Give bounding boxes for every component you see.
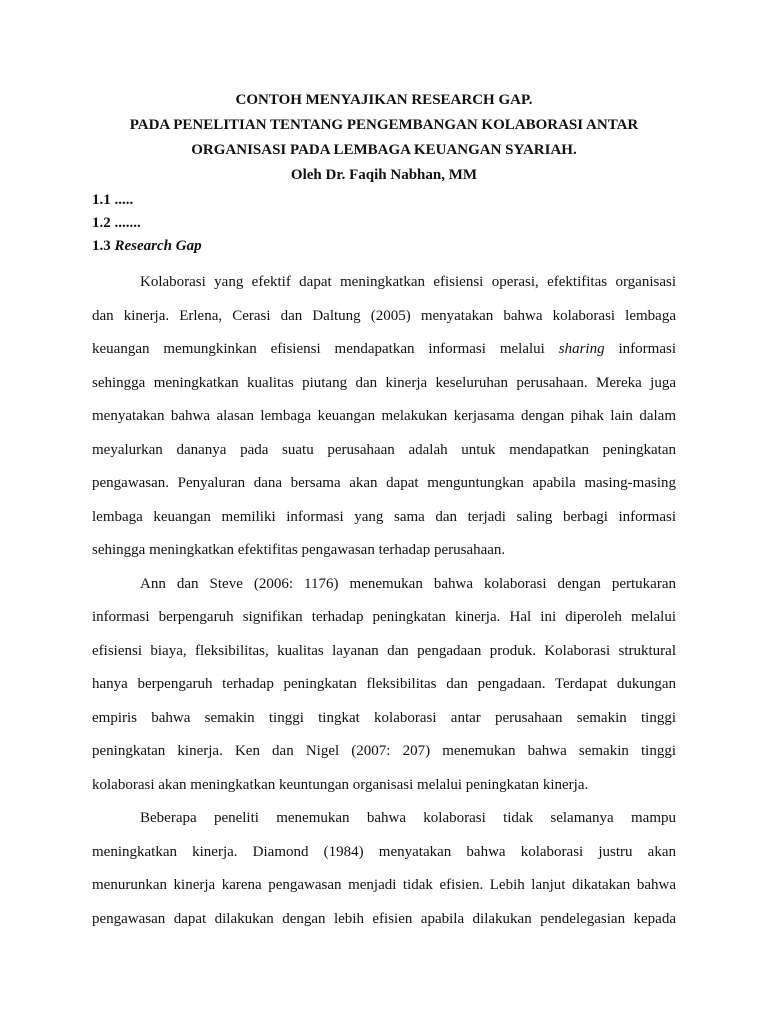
italic-term-sharing: sharing	[558, 341, 605, 357]
paragraph-line: Ann dan Steve (2006: 1176) menemukan bahwa kolaborasi dengan pertukaran	[140, 575, 676, 592]
title-line-3: ORGANISASI PADA LEMBAGA KEUANGAN SYARIAH.	[191, 142, 577, 158]
paragraph-2	[92, 568, 676, 803]
section-headings	[92, 189, 676, 258]
paragraph-line: meyalurkan dananya pada suatu perusahaan adalah untuk mendapatkan peningkatan	[92, 441, 676, 458]
paragraph-line: dan kinerja. Erlena, Cerasi dan Daltung (2005) menyatakan bahwa kolaborasi lembaga	[92, 307, 676, 324]
paragraph-line: meningkatkan kinerja. Diamond (1984) menyatakan bahwa kolaborasi justru akan	[92, 843, 676, 860]
paragraph-line: empiris bahwa semakin tinggi tingkat kolaborasi antar perusahaan semakin tinggi	[92, 709, 676, 726]
heading-1-3-text: Research Gap	[114, 238, 202, 254]
paragraph-line: informasi berpengaruh signifikan terhadap peningkatan kinerja. Hal ini diperoleh melalui	[92, 609, 676, 625]
paragraph-line: menyatakan bahwa alasan lembaga keuangan melakukan kerjasama dengan pihak lain dalam	[92, 408, 676, 424]
paragraph-line: sehingga meningkatkan efektifitas pengawasan terhadap perusahaan.	[92, 542, 506, 558]
paragraph-line: menurunkan kinerja karena pengawasan menjadi tidak efisien. Lebih lanjut dikatakan bahwa	[92, 877, 676, 893]
heading-1-3	[92, 235, 676, 258]
paragraph-line: Beberapa peneliti menemukan bahwa kolaborasi tidak selamanya mampu	[140, 810, 676, 826]
paragraph-line: kolaborasi akan meningkatkan keuntungan organisasi melalui peningkatan kinerja.	[92, 776, 589, 793]
paragraph-line: pengawasan. Penyaluran dana bersama akan dapat menguntungkan apabila masing-masing	[92, 475, 676, 491]
heading-1-2: 1.2 .......	[92, 215, 141, 231]
paragraph-line: sehingga meningkatkan kualitas piutang dan kinerja keseluruhan perusahaan. Mereka juga	[92, 374, 676, 391]
text-run: informasi	[618, 341, 677, 357]
paragraph-line: Kolaborasi yang efektif dapat meningkatkan efisiensi operasi, efektifitas organisasi	[140, 274, 676, 290]
title-line-2: PADA PENELITIAN TENTANG PENGEMBANGAN KOLABORASI ANTAR	[129, 117, 639, 133]
document-title	[92, 88, 676, 188]
paragraph-line: pengawasan dapat dilakukan dengan lebih efisien apabila dilakukan pendelegasian kepada	[92, 910, 676, 927]
heading-1-1: 1.1 .....	[92, 192, 134, 208]
author-line: Oleh Dr. Faqih Nabhan, MM	[290, 167, 478, 183]
paragraph-3	[92, 802, 676, 936]
paragraph-line: lembaga keuangan memiliki informasi yang sama dan terjadi saling berbagi informasi	[92, 508, 676, 525]
paragraph-line	[92, 333, 676, 367]
heading-1-3-number: 1.3	[92, 238, 111, 254]
paragraph-line: peningkatan kinerja. Ken dan Nigel (2007: 207) menemukan bahwa semakin tinggi	[92, 743, 676, 759]
text-run: keuangan memungkinkan efisiensi mendapatkan informasi melalui	[92, 341, 545, 357]
title-line-1: CONTOH MENYAJIKAN RESEARCH GAP.	[235, 92, 533, 108]
paragraph-1	[92, 266, 676, 568]
paragraph-line: efisiensi biaya, fleksibilitas, kualitas layanan dan pengadaan produk. Kolaborasi struktural	[92, 642, 676, 659]
body-text	[92, 266, 676, 936]
paragraph-line: hanya berpengaruh terhadap peningkatan fleksibilitas dan pengadaan. Terdapat dukungan	[92, 676, 676, 692]
